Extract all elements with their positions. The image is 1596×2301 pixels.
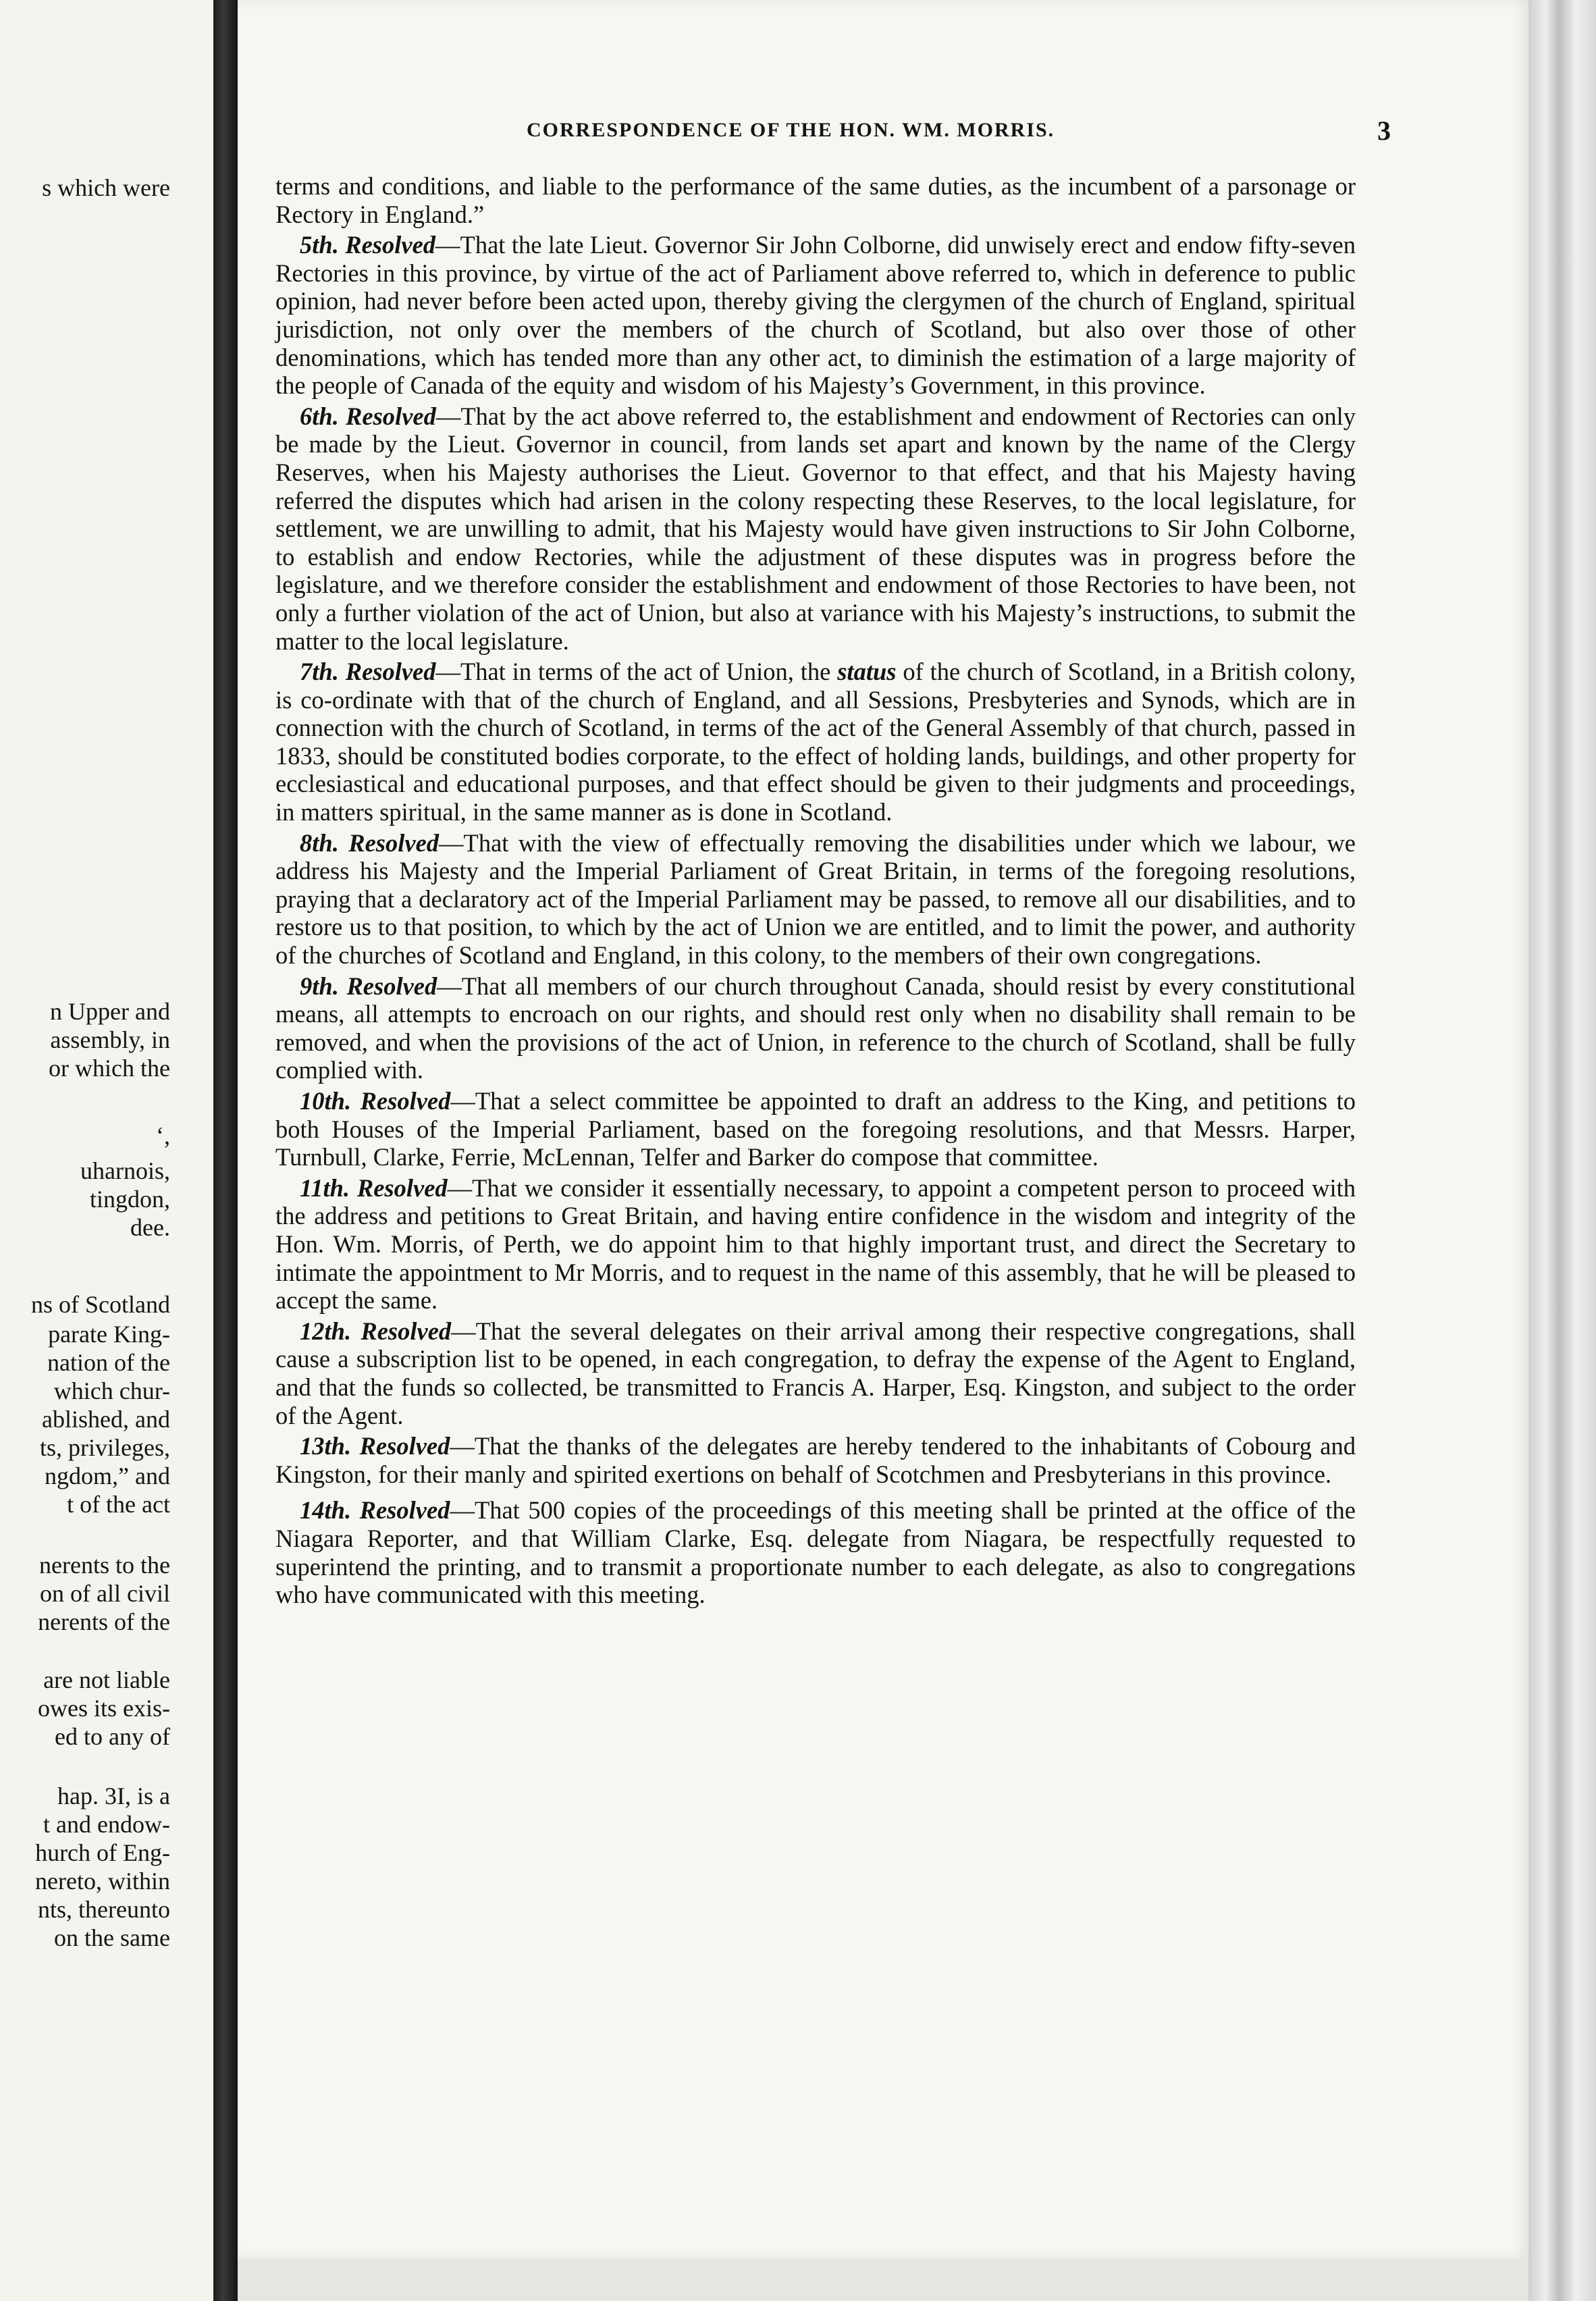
resolution-label: Resolved [359,1432,450,1460]
resolution-label: Resolved [361,1317,452,1345]
resolution-10 [275,1087,1356,1171]
left-page-fragment: ed to any of [55,1723,170,1750]
left-page [0,0,213,2301]
left-page-fragment: on of all civil [40,1580,170,1607]
resolution-label: Resolved [356,1173,448,1202]
left-page-fragment: hap. 3I, is a [57,1782,170,1809]
left-page-fragment: which chur- [53,1377,170,1404]
resolution-number: 6th. [300,402,339,430]
resolution-text: —That the several delegates on their arrival among their respective congregations, shall cause a subscription list to be opened, in each congregation, to defray the expense of the Agent to England, and that the funds so collected, be transmitted to Francis A. Harper, Esq. Kingston, and subject to the order of the Agent. [275,1317,1356,1429]
left-page-fragment: or which the [49,1055,170,1082]
resolution-12 [275,1317,1356,1429]
resolution-text: —That a select committee be appointed to draft an address to the King, and petitions to both Houses of the Imperial Parliament, based on the foregoing resolutions, and that Messrs. Harper, Turnbull, Clarke, Ferrie, McLennan, Telfer and Barker do compose that committee. [275,1087,1356,1171]
resolution-label: Resolved [346,402,436,430]
running-head: CORRESPONDENCE OF THE HON. WM. MORRIS. [527,119,1055,141]
resolution-number: 10th. [300,1087,352,1115]
left-page-fragment: n Upper and [50,998,170,1025]
resolution-number: 13th. [300,1432,352,1460]
resolution-text: —That 500 copies of the proceedings of this meeting shall be printed at the office of the Niagara Reporter, and that William Clarke, Esq. delegate from Niagara, be respectfully requested to superintend the printing, and to transmit a proportionate number to each delegate, as also to congregations who have communicated with this meeting. [275,1496,1356,1609]
opening-paragraph: terms and conditions, and liable to the performance of the same duties, as the incumbent of a parsonage or Rectory in England.” [275,172,1356,228]
resolution-label: Resolved [359,1496,450,1525]
resolution-text: —That with the view of effectually removing the disabilities under which we labour, we address his Majesty and the Imperial Parliament of Great Britain, in terms of the foregoing resolutions, praying that a declaratory act of the Imperial Parliament may be passed, to remove all our disabilities, and to restore us to that position, to which by the act of Union we are entitled, and to limit the power, and authority of the churches of Scotland and England, in this colony, to the members of their own congregations. [275,828,1356,970]
resolution-text: —That we consider it essentially necessary, to appoint a competent person to proceed with the address and petitions to Great Britain, and having entire confidence in the wisdom and integrity of the Hon. Wm. Morris, of Perth, we do appoint him to that highly important trust, and direct the Secretary to intimate the appointment to Mr Morris, and to request in the name of this assembly, that he will be pleased to accept the same. [275,1173,1356,1315]
left-page-fragment: t and endow- [43,1811,170,1838]
page-header [513,115,1391,153]
resolution-label: Resolved [345,231,436,259]
left-page-fragment: are not liable [43,1666,170,1693]
left-page-fragment: nereto, within [35,1868,170,1895]
left-page-fragment: nerents of the [38,1608,170,1635]
left-page-fragment: assembly, in [50,1026,170,1053]
resolution-11 [275,1174,1356,1315]
book-spine-shadow [213,0,238,2301]
page-number: 3 [1377,115,1391,146]
resolution-6 [275,402,1356,655]
resolution-label: Resolved [346,972,437,1000]
left-page-fragment: parate King- [48,1321,170,1348]
resolution-text: —That by the act above referred to, the establishment and endowment of Rectories can only be made by the Lieut. Governor in council, from lands set apart and known by the name of the Clergy Reserves, when his Majesty authorises the Lieut. Governor to that effect, and that his Majesty having referred the disputes which had arisen in the colony respecting these Reserves, to the local legislature, for settlement, we are unwilling to admit, that his Majesty would have given instructions to Sir John Colborne, to establish and endow Rectories, while the adjustment of these disputes was in progress before the legislature, and we therefore consider the establishment and endowment of those Rectories to have been, not only a further violation of the act of Union, but also at variance with his Majesty’s instructions, to submit the matter to the local legislature. [275,402,1356,655]
resolution-5 [275,231,1356,400]
left-page-fragment: dee. [130,1214,170,1241]
left-page-fragment: owes its exis- [38,1695,170,1722]
resolution-label: Resolved [348,828,440,857]
resolution-text: —That the late Lieut. Governor Sir John Colborne, did unwisely erect and endow fifty-seven Rectories in this province, by virtue of the act of Parliament above referred to, which in deference to public opinion, had never before been acted upon, thereby giving the clergymen of the church of England, spiritual jurisdiction, not only over the members of the church of Scotland, but also over those of other denominations, which has tended more than any other act, to diminish the estimation of a large majority of the people of Canada of the equity and wisdom of his Majesty’s Government, in this province. [275,231,1356,400]
resolution-13 [275,1432,1356,1488]
page-bottom-margin [238,2258,1528,2301]
resolution-number: 14th. [300,1496,352,1525]
left-page-fragment: uharnois, [80,1157,170,1184]
left-page-fragment: ablished, and [42,1406,170,1433]
resolution-7 [275,658,1356,826]
resolution-number: 7th. [300,658,339,686]
left-page-fragment: ns of Scotland [31,1291,170,1318]
resolution-emphasis: status [837,658,897,686]
left-page-fragment: tingdon, [89,1186,170,1213]
left-page-fragment: nts, thereunto [38,1896,170,1923]
resolution-text: of the church of Scotland, in a British colony, is co-ordinate with that of the church of England, and all Sessions, Presbyteries and Synods, which are in connection with the church of Scotland, in terms of the act of the General Assembly of that church, passed in 1833, should be constituted bodies corporate, to the effect of holding lands, buildings, and other property for ecclesiastical and educational purposes, and that effect should be given to their judgments and proceedings, in matters spiritual, in the same manner as is done in Scotland. [275,658,1356,826]
page-edge-stack [1528,0,1596,2301]
left-page-fragment: t of the act [67,1491,170,1518]
left-page-fragment: hurch of Eng- [35,1839,170,1866]
resolution-label: Resolved [360,1087,451,1115]
left-page-fragment: on the same [54,1924,170,1951]
resolution-text: —That all members of our church throughout Canada, should resist by every constitutional means, all attempts to encroach on our rights, and should rest only when no disability shall remain to be removed, and when the provisions of the act of Union, in reference to the church of Scotland, shall be fully complied with. [275,972,1356,1084]
left-page-fragment: nation of the [47,1349,170,1376]
left-page-fragment: s which were [42,174,170,201]
resolution-number: 9th. [300,972,339,1000]
resolution-14 [275,1496,1356,1608]
resolution-text: —That the thanks of the delegates are hereby tendered to the inhabitants of Cobourg and Kingston, for their manly and spirited exertions on behalf of Scotchmen and Presbyterians in this province. [275,1432,1356,1488]
left-page-fragment: nerents to the [39,1552,170,1579]
resolution-number: 11th. [300,1173,350,1202]
left-page-fragment: ‘, [156,1122,170,1149]
resolution-number: 8th. [300,828,339,857]
resolution-9 [275,972,1356,1084]
resolution-number: 12th. [300,1317,352,1345]
left-page-fragment: ngdom,” and [45,1462,170,1489]
resolution-label: Resolved [345,658,436,686]
resolution-8 [275,829,1356,970]
left-page-fragment: ts, privileges, [40,1434,170,1461]
resolution-number: 5th. [300,231,339,259]
body-text [275,172,1356,1612]
resolution-text-lead: —That in terms of the act of Union, the [435,658,838,686]
